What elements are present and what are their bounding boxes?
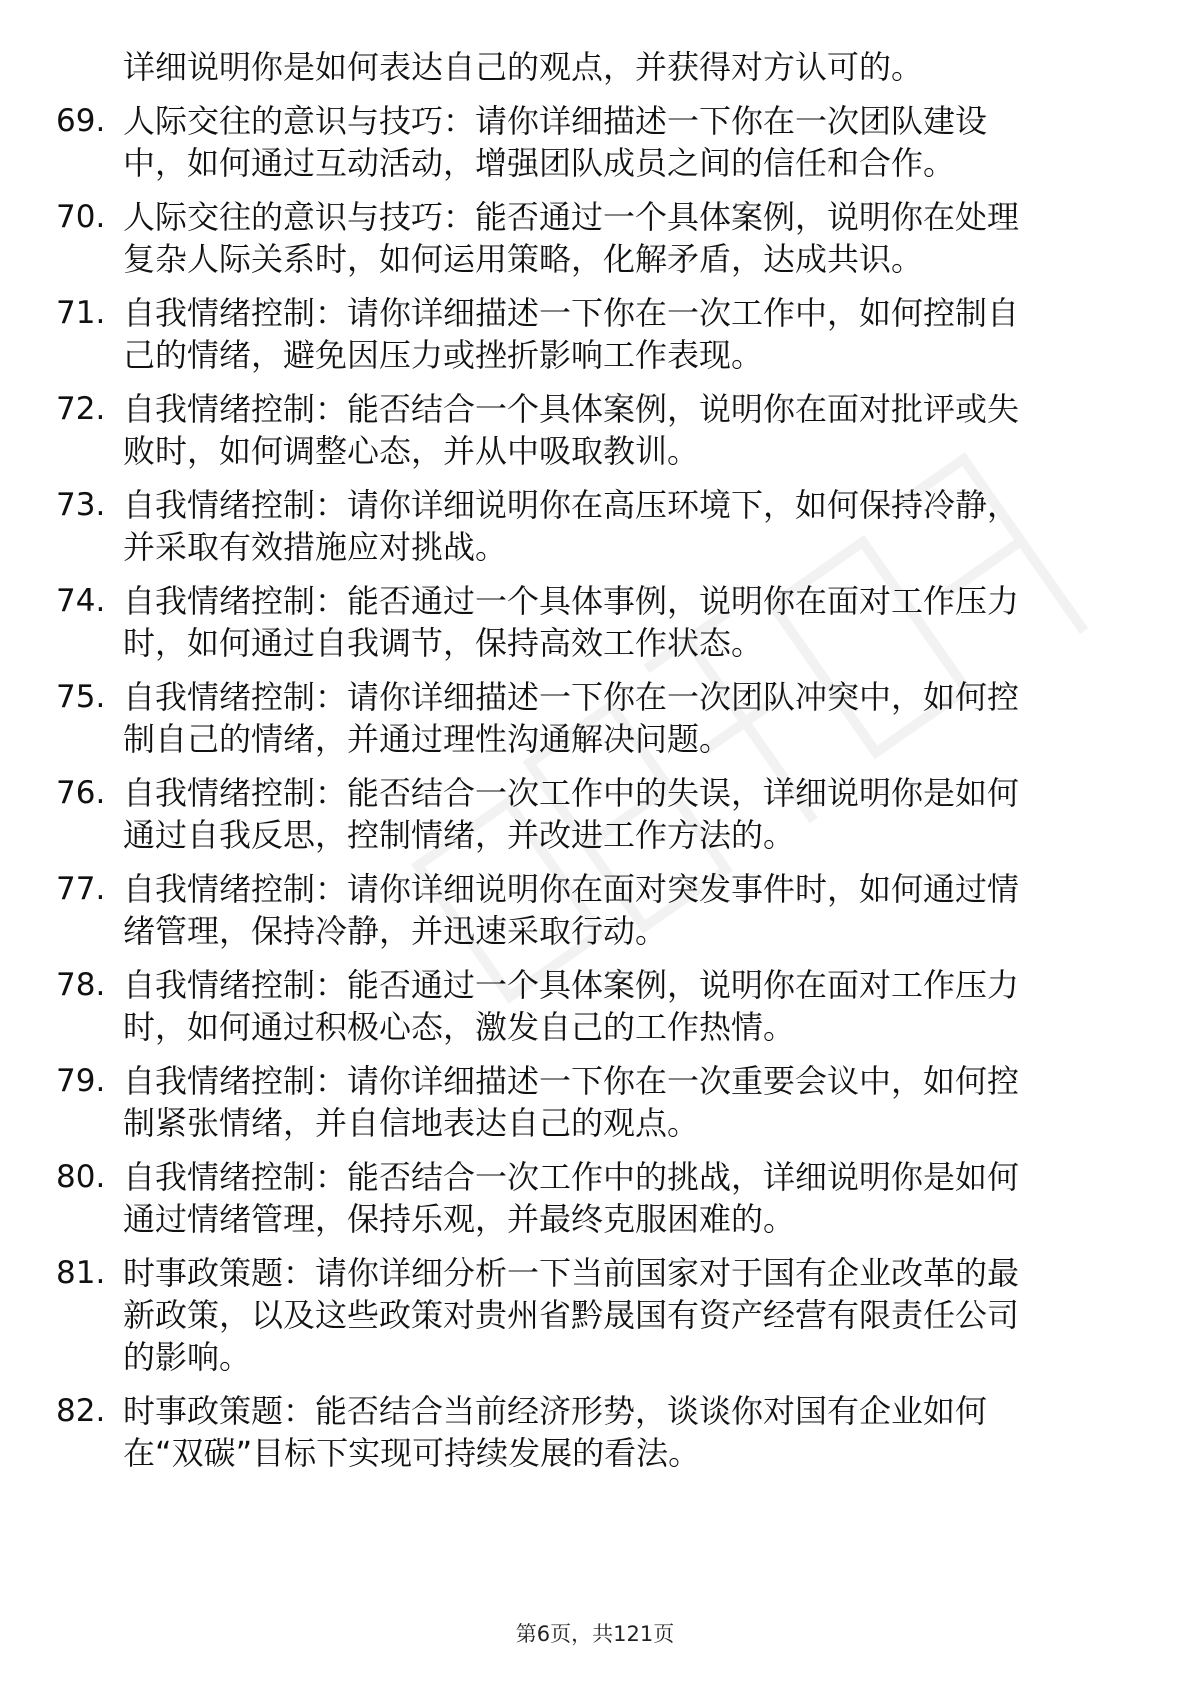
item-text	[123, 964, 1116, 1048]
list-item	[56, 1156, 1116, 1240]
item-number: 69.	[56, 103, 106, 139]
item-number: 81.	[56, 1255, 106, 1291]
item-number: 72.	[56, 391, 106, 427]
item-text	[123, 676, 1116, 760]
item-number: 76.	[56, 775, 106, 811]
item-text-line: 新政策，以及这些政策对贵州省黔晟国有资产经营有限责任公司	[123, 1296, 1020, 1334]
item-text	[123, 868, 1116, 952]
item-text	[123, 1252, 1116, 1378]
item-number: 75.	[56, 679, 106, 715]
list-item	[56, 292, 1116, 376]
item-text-line: 在“双碳”目标下实现可持续发展的看法。	[123, 1434, 701, 1472]
item-text-line: 时事政策题：能否结合当前经济形势，谈谈你对国有企业如何	[123, 1392, 988, 1430]
list-item	[56, 1252, 1116, 1378]
item-text-line: 败时，如何调整心态，并从中吸取教训。	[123, 432, 700, 470]
item-text-line: 绪管理，保持冷静，并迅速采取行动。	[123, 912, 668, 950]
item-text-line: 自我情绪控制：请你详细描述一下你在一次团队冲突中，如何控	[123, 678, 1020, 716]
item-text-line: 自我情绪控制：能否结合一次工作中的失误，详细说明你是如何	[123, 774, 1020, 812]
item-text-line: 并采取有效措施应对挑战。	[123, 528, 508, 566]
list-item	[56, 484, 1116, 568]
item-text	[123, 1060, 1116, 1144]
item-text	[123, 388, 1116, 472]
item-number: 71.	[56, 295, 106, 331]
item-text-line: 复杂人际关系时，如何运用策略，化解矛盾，达成共识。	[123, 240, 924, 278]
item-text-line: 通过情绪管理，保持乐观，并最终克服困难的。	[123, 1200, 796, 1238]
item-text-line: 自我情绪控制：能否结合一个具体案例，说明你在面对批评或失	[123, 390, 1020, 428]
list-item	[56, 868, 1116, 952]
item-text	[123, 580, 1116, 664]
continuation-line: 详细说明你是如何表达自己的观点，并获得对方认可的。	[123, 48, 924, 86]
item-text-line: 通过自我反思，控制情绪，并改进工作方法的。	[123, 816, 796, 854]
item-number: 74.	[56, 583, 106, 619]
item-text	[123, 772, 1116, 856]
item-number: 82.	[56, 1393, 106, 1429]
list-item	[56, 772, 1116, 856]
item-text-line: 自我情绪控制：请你详细描述一下你在一次工作中，如何控制自	[123, 294, 1020, 332]
item-text-line: 的影响。	[123, 1338, 252, 1376]
item-text-line: 制紧张情绪，并自信地表达自己的观点。	[123, 1104, 700, 1142]
item-number: 73.	[56, 487, 106, 523]
list-item	[56, 1390, 1116, 1474]
item-number: 80.	[56, 1159, 106, 1195]
list-item	[56, 100, 1116, 184]
list-item	[56, 676, 1116, 760]
items-container	[56, 100, 1116, 1474]
item-text-line: 自我情绪控制：请你详细描述一下你在一次重要会议中，如何控	[123, 1062, 1020, 1100]
list-item	[56, 1060, 1116, 1144]
item-text	[123, 484, 1116, 568]
list-item	[56, 964, 1116, 1048]
item-number: 70.	[56, 199, 106, 235]
item-text-line: 自我情绪控制：能否通过一个具体事例，说明你在面对工作压力	[123, 582, 1020, 620]
list-item	[56, 196, 1116, 280]
item-number: 79.	[56, 1063, 106, 1099]
item-text-line: 自我情绪控制：能否结合一次工作中的挑战，详细说明你是如何	[123, 1158, 1020, 1196]
item-text	[123, 100, 1116, 184]
question-list	[56, 46, 1116, 1474]
list-item	[56, 388, 1116, 472]
item-text-line: 人际交往的意识与技巧：请你详细描述一下你在一次团队建设	[123, 102, 988, 140]
item-text-line: 制自己的情绪，并通过理性沟通解决问题。	[123, 720, 732, 758]
item-text	[123, 1156, 1116, 1240]
item-text-line: 人际交往的意识与技巧：能否通过一个具体案例，说明你在处理	[123, 198, 1020, 236]
item-text-line: 时，如何通过积极心态，激发自己的工作热情。	[123, 1008, 796, 1046]
item-text-line: 时事政策题：请你详细分析一下当前国家对于国有企业改革的最	[123, 1254, 1020, 1292]
item-text-line: 时，如何通过自我调节，保持高效工作状态。	[123, 624, 764, 662]
item-text-line: 自我情绪控制：请你详细说明你在高压环境下，如何保持冷静，	[123, 486, 1020, 524]
item-text-line: 自我情绪控制：请你详细说明你在面对突发事件时，如何通过情	[123, 870, 1020, 908]
item-number: 78.	[56, 967, 106, 1003]
item-number: 77.	[56, 871, 106, 907]
item-text-line: 中，如何通过互动活动，增强团队成员之间的信任和合作。	[123, 144, 956, 182]
item-text	[123, 196, 1116, 280]
item-text	[123, 1390, 1116, 1474]
page-footer: 第6页，共121页	[515, 1622, 675, 1646]
item-text-line: 自我情绪控制：能否通过一个具体案例，说明你在面对工作压力	[123, 966, 1020, 1004]
item-text-line: 己的情绪，避免因压力或挫折影响工作表现。	[123, 336, 764, 374]
list-item	[56, 580, 1116, 664]
item-text	[123, 292, 1116, 376]
